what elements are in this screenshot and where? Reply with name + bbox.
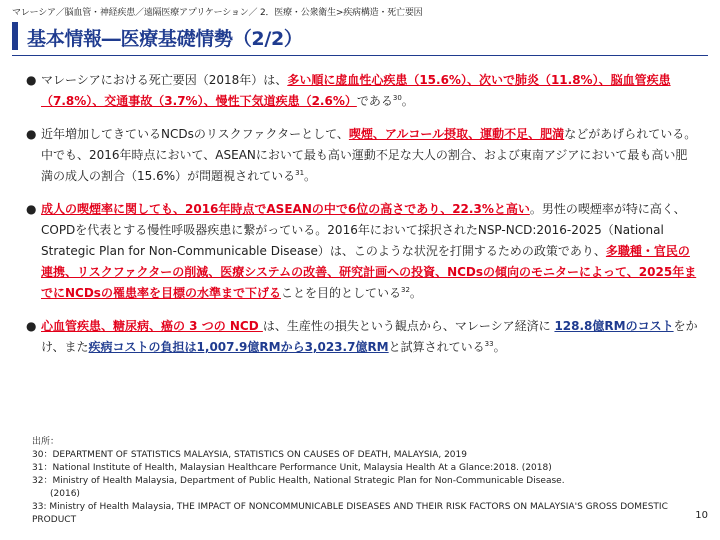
bullet-item <box>28 124 698 187</box>
body-text: 。男性の喫煙率が特に高く、COPDを代表とする慢性呼吸器疾患に繋がっている。2016年において採択されたNSP-NCD:2016-2025（National Strategic Plan for Non-Communicable Disease）は、このような状況を打開するための政策であり、 <box>41 202 686 258</box>
highlight-text: 多職種・官民の連携、リスクファクターの削減、医療システムの改善、研究計画への投資、NCDsの傾向のモニターによって、2025年までにNCDsの罹患率を目標の水準まで下げる <box>41 244 697 300</box>
highlight-text: 疾病コストの負担は1,007.9億RMから3,023.7億RM <box>88 340 389 354</box>
breadcrumb: マレーシア／脳血管・神経疾患／遠隔医療アプリケーション／ 2．医療・公衆衛生>疾病構造・死亡要因 <box>12 8 423 18</box>
body-text: ことを目的としている <box>280 286 401 300</box>
footnote-ref: 32 <box>400 286 410 294</box>
bullet-dot-icon: ● <box>26 319 37 333</box>
bullet-item <box>28 199 698 304</box>
body-text: と試算されている <box>388 340 485 354</box>
body-text: 近年増加してきているNCDsのリスクファクターとして、 <box>41 127 349 141</box>
bullet-dot-icon: ● <box>26 73 37 87</box>
source-item: 30：DEPARTMENT OF STATISTICS MALAYSIA, STATISTICS ON CAUSES OF DEATH, MALAYSIA, 2019 <box>32 450 467 460</box>
body-text: マレーシアにおける死亡要因（2018年）は、 <box>41 73 288 87</box>
body-text: は、生産性の損失という観点から、マレーシア経済に <box>262 319 555 333</box>
bullet-text <box>41 127 696 183</box>
bullet-dot-icon: ● <box>26 202 37 216</box>
sources-block <box>32 436 682 527</box>
body-text: 。 <box>401 94 414 108</box>
title-accent-bar <box>12 22 18 50</box>
highlight-text: 喫煙、アルコール摂取、運動不足、肥満 <box>348 127 565 141</box>
bullet-text <box>41 73 671 108</box>
highlight-text: 128.8億RMのコスト <box>554 319 674 333</box>
page-title: 基本情報―医療基礎情勢（2/2） <box>27 28 303 50</box>
bullet-list <box>28 70 698 370</box>
page-number: 10 <box>695 510 708 521</box>
body-text: 。 <box>493 340 506 354</box>
body-text: 。 <box>409 286 422 300</box>
bullet-dot-icon: ● <box>26 127 37 141</box>
sources-label: 出所： <box>32 437 60 447</box>
bullet-text <box>41 202 696 300</box>
source-item: (2016) <box>50 489 80 499</box>
body-text: 。 <box>304 169 317 183</box>
footnote-ref: 33 <box>484 340 494 348</box>
footnote-ref: 31 <box>295 169 305 177</box>
highlight-text: 心血管疾患、糖尿病、癌の 3 つの NCD <box>41 319 263 333</box>
bullet-item <box>28 316 698 358</box>
source-item: 31：National Institute of Health, Malaysian Healthcare Performance Unit, Malaysia Health At a Glance:2018. (2018) <box>32 463 552 473</box>
body-text: などがあげられている。中でも、2016年時点において、ASEANにおいて最も高い運動不足な大人の割合、および東南アジアにおいて最も高い肥満の成人の割合（15.6%）が問題視されている <box>41 127 697 183</box>
highlight-text: 多い順に虚血性心疾患（15.6%）、次いで肺炎（11.8%）、脳血管疾患（7.8%）、交通事故（3.7%）、慢性下気道疾患（2.6%） <box>41 73 671 108</box>
bullet-text <box>41 319 698 354</box>
source-item: 32：Ministry of Health Malaysia, Department of Public Health, National Strategic Plan for Non-Communicable Disease. <box>32 476 565 486</box>
source-item: 33: Ministry of Health Malaysia, THE IMPACT OF NONCOMMUNICABLE DISEASES AND THEIR RISK FACTORS ON MALAYSIA'S GROSS DOMESTIC PRODUCT <box>32 502 668 525</box>
bullet-item <box>28 70 698 112</box>
footnote-ref: 30 <box>392 94 402 102</box>
title-divider <box>12 55 708 56</box>
highlight-text: 成人の喫煙率に関しても、2016年時点でASEANの中で6位の高さであり、22.3%と高い <box>41 202 530 216</box>
body-text: である <box>356 94 393 108</box>
body-text: をかけ、また <box>41 319 698 354</box>
